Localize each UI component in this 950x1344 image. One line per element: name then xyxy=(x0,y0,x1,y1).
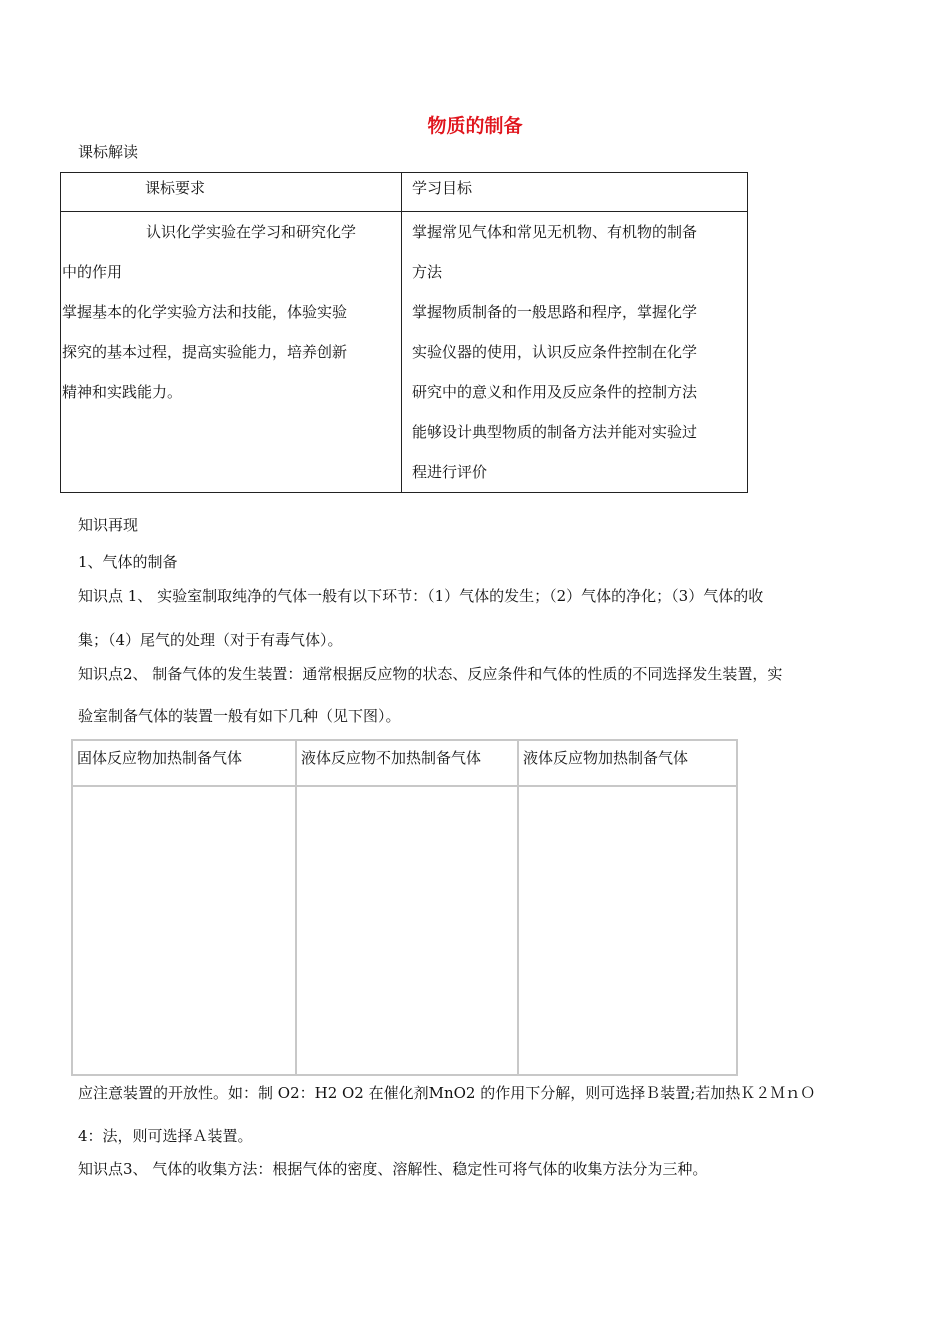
goal-line: 掌握物质制备的一般思路和程序，掌握化学 xyxy=(412,303,698,321)
header-cell-goals xyxy=(402,173,748,212)
knowledge-point-3: 知识点3、 气体的收集方法：根据气体的密度、溶解性、稳定性可将气体的收集方法分为三种。 xyxy=(78,1160,708,1178)
apparatus-header-solid-heating: 固体反应物加热制备气体 xyxy=(77,749,243,767)
document-title: 物质的制备 xyxy=(427,115,523,137)
goal-line: 程进行评价 xyxy=(412,463,488,481)
apparatus-header-divider xyxy=(73,785,736,787)
goal-line: 方法 xyxy=(412,263,443,281)
header-cell-requirements xyxy=(61,173,402,212)
header-goals: 学习目标 xyxy=(412,179,473,197)
section-heading-curriculum: 课标解读 xyxy=(78,143,139,161)
header-requirements: 课标要求 xyxy=(145,179,206,197)
apparatus-header-liquid-no-heating: 液体反应物不加热制备气体 xyxy=(301,749,482,767)
curriculum-table xyxy=(60,172,748,493)
subheading-gas-preparation: 1、气体的制备 xyxy=(78,553,178,571)
apparatus-header-liquid-heating: 液体反应物加热制备气体 xyxy=(523,749,689,767)
goal-line: 研究中的意义和作用及反应条件的控制方法 xyxy=(412,383,698,401)
section-heading-knowledge: 知识再现 xyxy=(78,516,139,534)
goal-line: 能够设计典型物质的制备方法并能对实验过 xyxy=(412,423,698,441)
requirement-line: 精神和实践能力。 xyxy=(62,383,183,401)
knowledge-point-1-line1: 知识点 1、 实验室制取纯净的气体一般有以下环节：（1）气体的发生；（2）气体的净化；（3）气体的收 xyxy=(78,587,764,605)
goal-line: 实验仪器的使用，认识反应条件控制在化学 xyxy=(412,343,698,361)
knowledge-point-2-line2: 验室制备气体的装置一般有如下几种（见下图）。 xyxy=(78,707,401,725)
apparatus-table xyxy=(71,739,738,1076)
goals-cell xyxy=(402,212,748,493)
requirement-line: 掌握基本的化学实验方法和技能，体验实验 xyxy=(62,303,348,321)
note-line2: 4：法，则可选择Ａ装置。 xyxy=(78,1127,253,1145)
table-header-row xyxy=(61,173,748,212)
apparatus-column-liquid-heating xyxy=(519,741,738,1074)
goal-line: 掌握常见气体和常见无机物、有机物的制备 xyxy=(412,223,698,241)
apparatus-column-liquid-no-heating xyxy=(297,741,519,1074)
apparatus-column-solid-heating xyxy=(73,741,297,1074)
requirements-cell xyxy=(61,212,402,493)
requirement-line: 探究的基本过程，提高实验能力，培养创新 xyxy=(62,343,348,361)
requirement-line: 中的作用 xyxy=(62,263,123,281)
table-body-row xyxy=(61,212,748,493)
knowledge-point-2-line1: 知识点2、 制备气体的发生装置：通常根据反应物的状态、反应条件和气体的性质的不同选择发生装置，实 xyxy=(78,665,783,683)
requirement-line: 认识化学实验在学习和研究化学 xyxy=(146,223,357,241)
note-line1: 应注意装置的开放性。如：制 O2：H2 O2 在催化剂MnO2 的作用下分解，则可选择Ｂ装置;若加热Ｋ２ＭｎＯ xyxy=(78,1084,816,1102)
knowledge-point-1-line2: 集；（4）尾气的处理（对于有毒气体）。 xyxy=(78,631,343,649)
